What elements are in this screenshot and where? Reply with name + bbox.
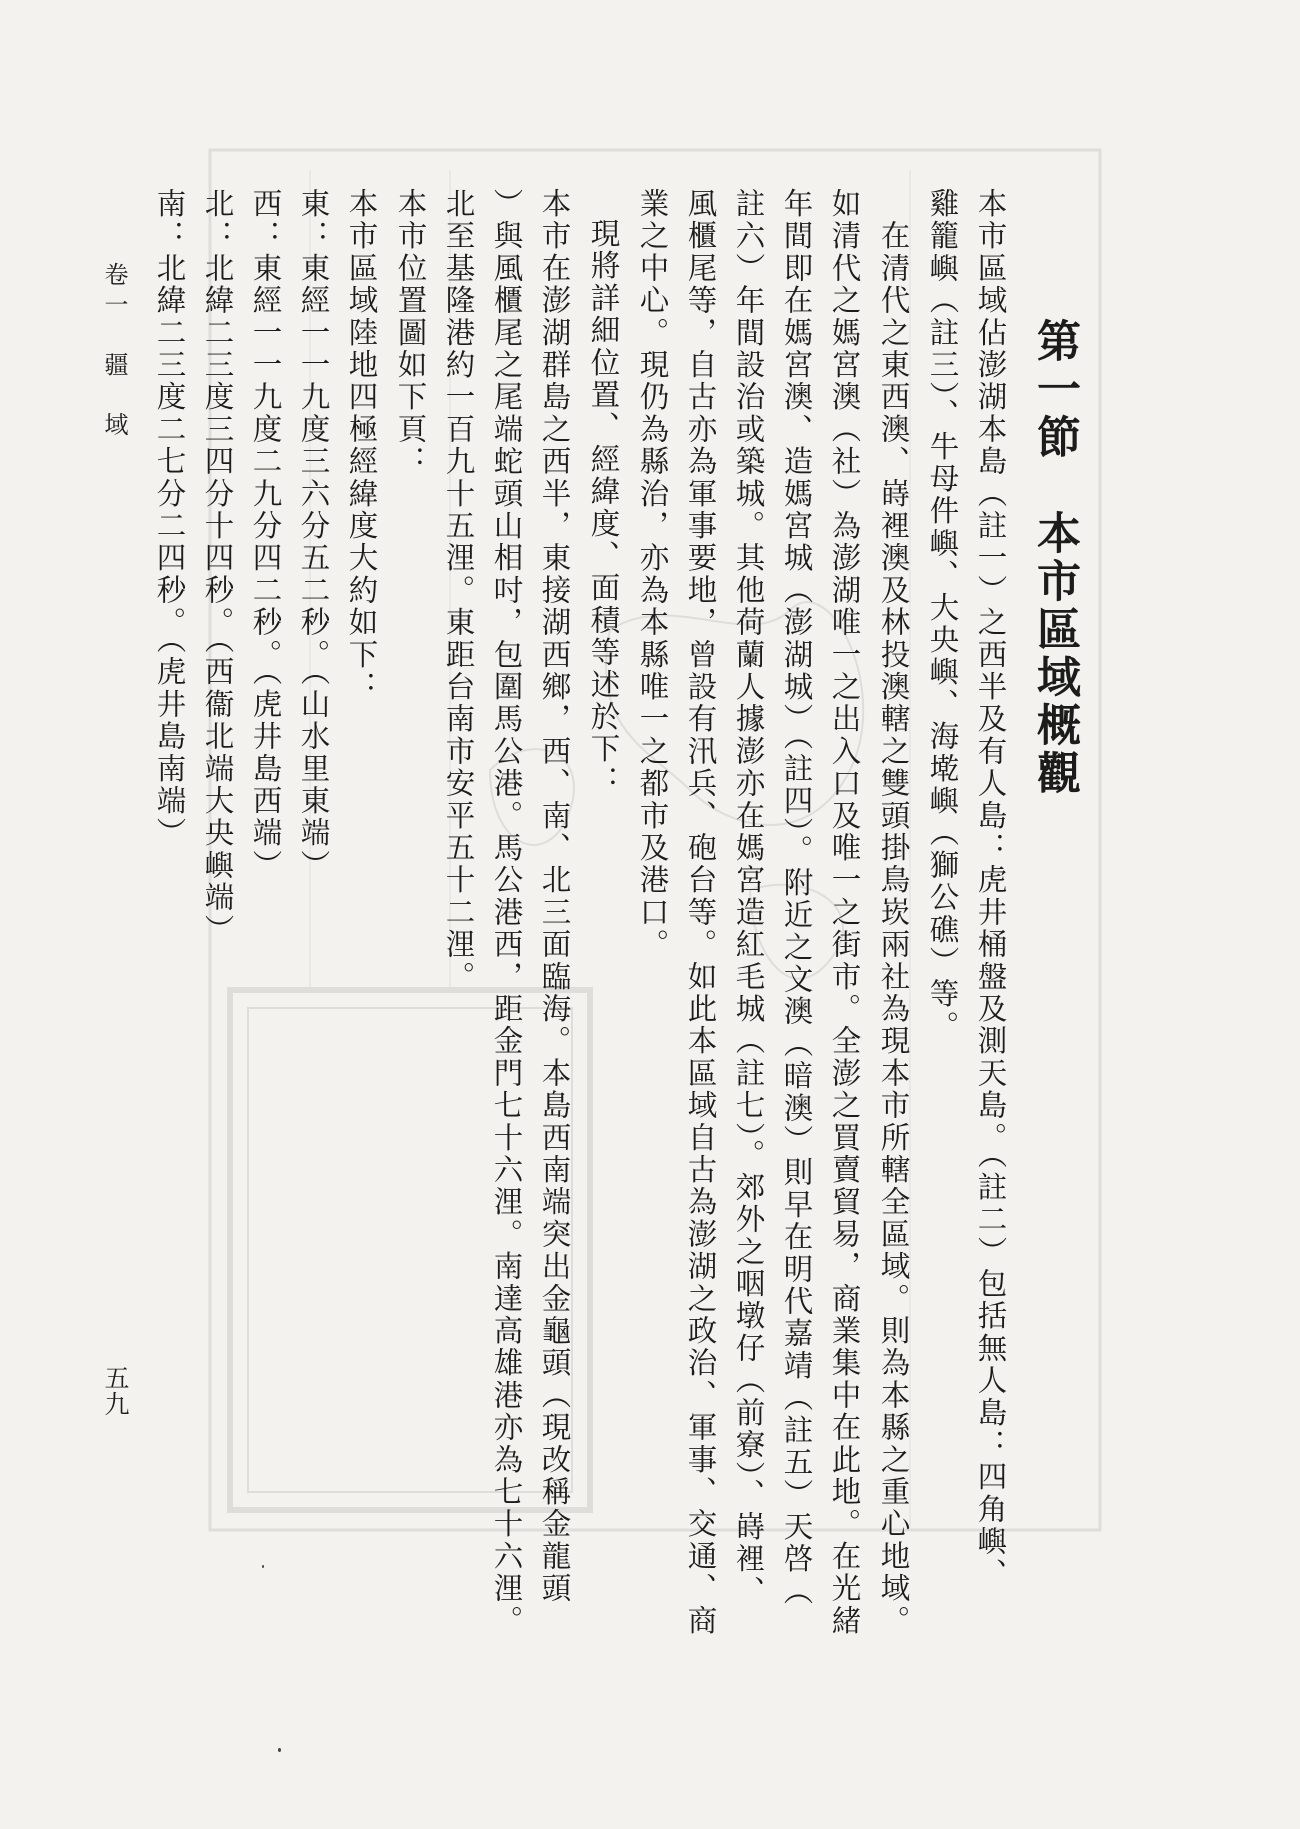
text-column: 現將詳細位置、經緯度、面積等述於下：	[586, 218, 621, 798]
coordinate-north: 北：北緯二三度三四分十四秒。（西衞北端大央嶼端）	[200, 188, 235, 947]
text-column: 如清代之媽宮澳（社）為澎湖唯一之出入口及唯一之街市。全澎之買賣貿易，商業集中在此地。在光緒	[827, 188, 862, 1637]
section-title: 第一節 本市區域概觀	[1029, 318, 1080, 798]
page-number: 五九	[101, 1365, 130, 1417]
coordinate-east: 東：東經一一九度三六分五二秒。（山水里東端）	[296, 188, 331, 882]
text-column: 業之中心。現仍為縣治，亦為本縣唯一之都市及港口。	[635, 188, 670, 961]
paper-speck	[278, 1748, 281, 1752]
text-column: ）與風櫃尾之尾端蛇頭山相吋，包圍馬公港。馬公港西，距金門七十六浬。南達高雄港亦為七十六浬。	[489, 188, 524, 1637]
text-column: 本市區域陸地四極經緯度大約如下：	[344, 188, 379, 704]
text-column: 註六）年間設治或築城。其他荷蘭人據澎亦在媽宮造紅毛城（註七）。郊外之咽墩仔（前寮）、嵵裡、	[731, 188, 766, 1608]
text-column: 雞籠嶼（註三）、牛母件嶼、大央嶼、海墘嶼（獅公礁）等。	[925, 188, 960, 1043]
text-column: 在清代之東西澳、嵵裡澳及林投澳轄之雙頭掛鳥崁兩社為現本市所轄全區域。則為本縣之重心地域。	[876, 188, 911, 1637]
text-column: 年間即在媽宮澳、造媽宮城（澎湖城）（註四）。附近之文澳（暗澳）則早在明代嘉靖（註五）天啓（	[779, 188, 814, 1608]
text-column: 本市區域佔澎湖本島（註一）之西半及有人島：虎井桶盤及測天島。（註二）包括無人島：四角嶼、	[973, 188, 1008, 1591]
text-column: 本市位置圖如下頁：	[393, 188, 428, 478]
paper-speck	[262, 1565, 264, 1568]
coordinate-south: 南：北緯二三度二七分二四秒。（虎井島南端）	[152, 188, 187, 850]
running-footer-chapter: 卷一 疆 域	[100, 262, 128, 442]
text-column: 北至基隆港約一百九十五浬。東距台南市安平五十二浬。	[441, 188, 476, 993]
text-column: 風櫃尾等，自古亦為軍事要地，曾設有汛兵、砲台等。如此本區域自古為澎湖之政治、軍事、交通、商	[683, 188, 718, 1637]
coordinate-west: 西：東經一一九度二九分四二秒。（虎井島西端）	[248, 188, 283, 882]
text-column: 本市在澎湖群島之西半，東接湖西鄉，西、南、北三面臨海。本島西南端突出金龜頭（現改稱金龍頭	[537, 188, 572, 1605]
